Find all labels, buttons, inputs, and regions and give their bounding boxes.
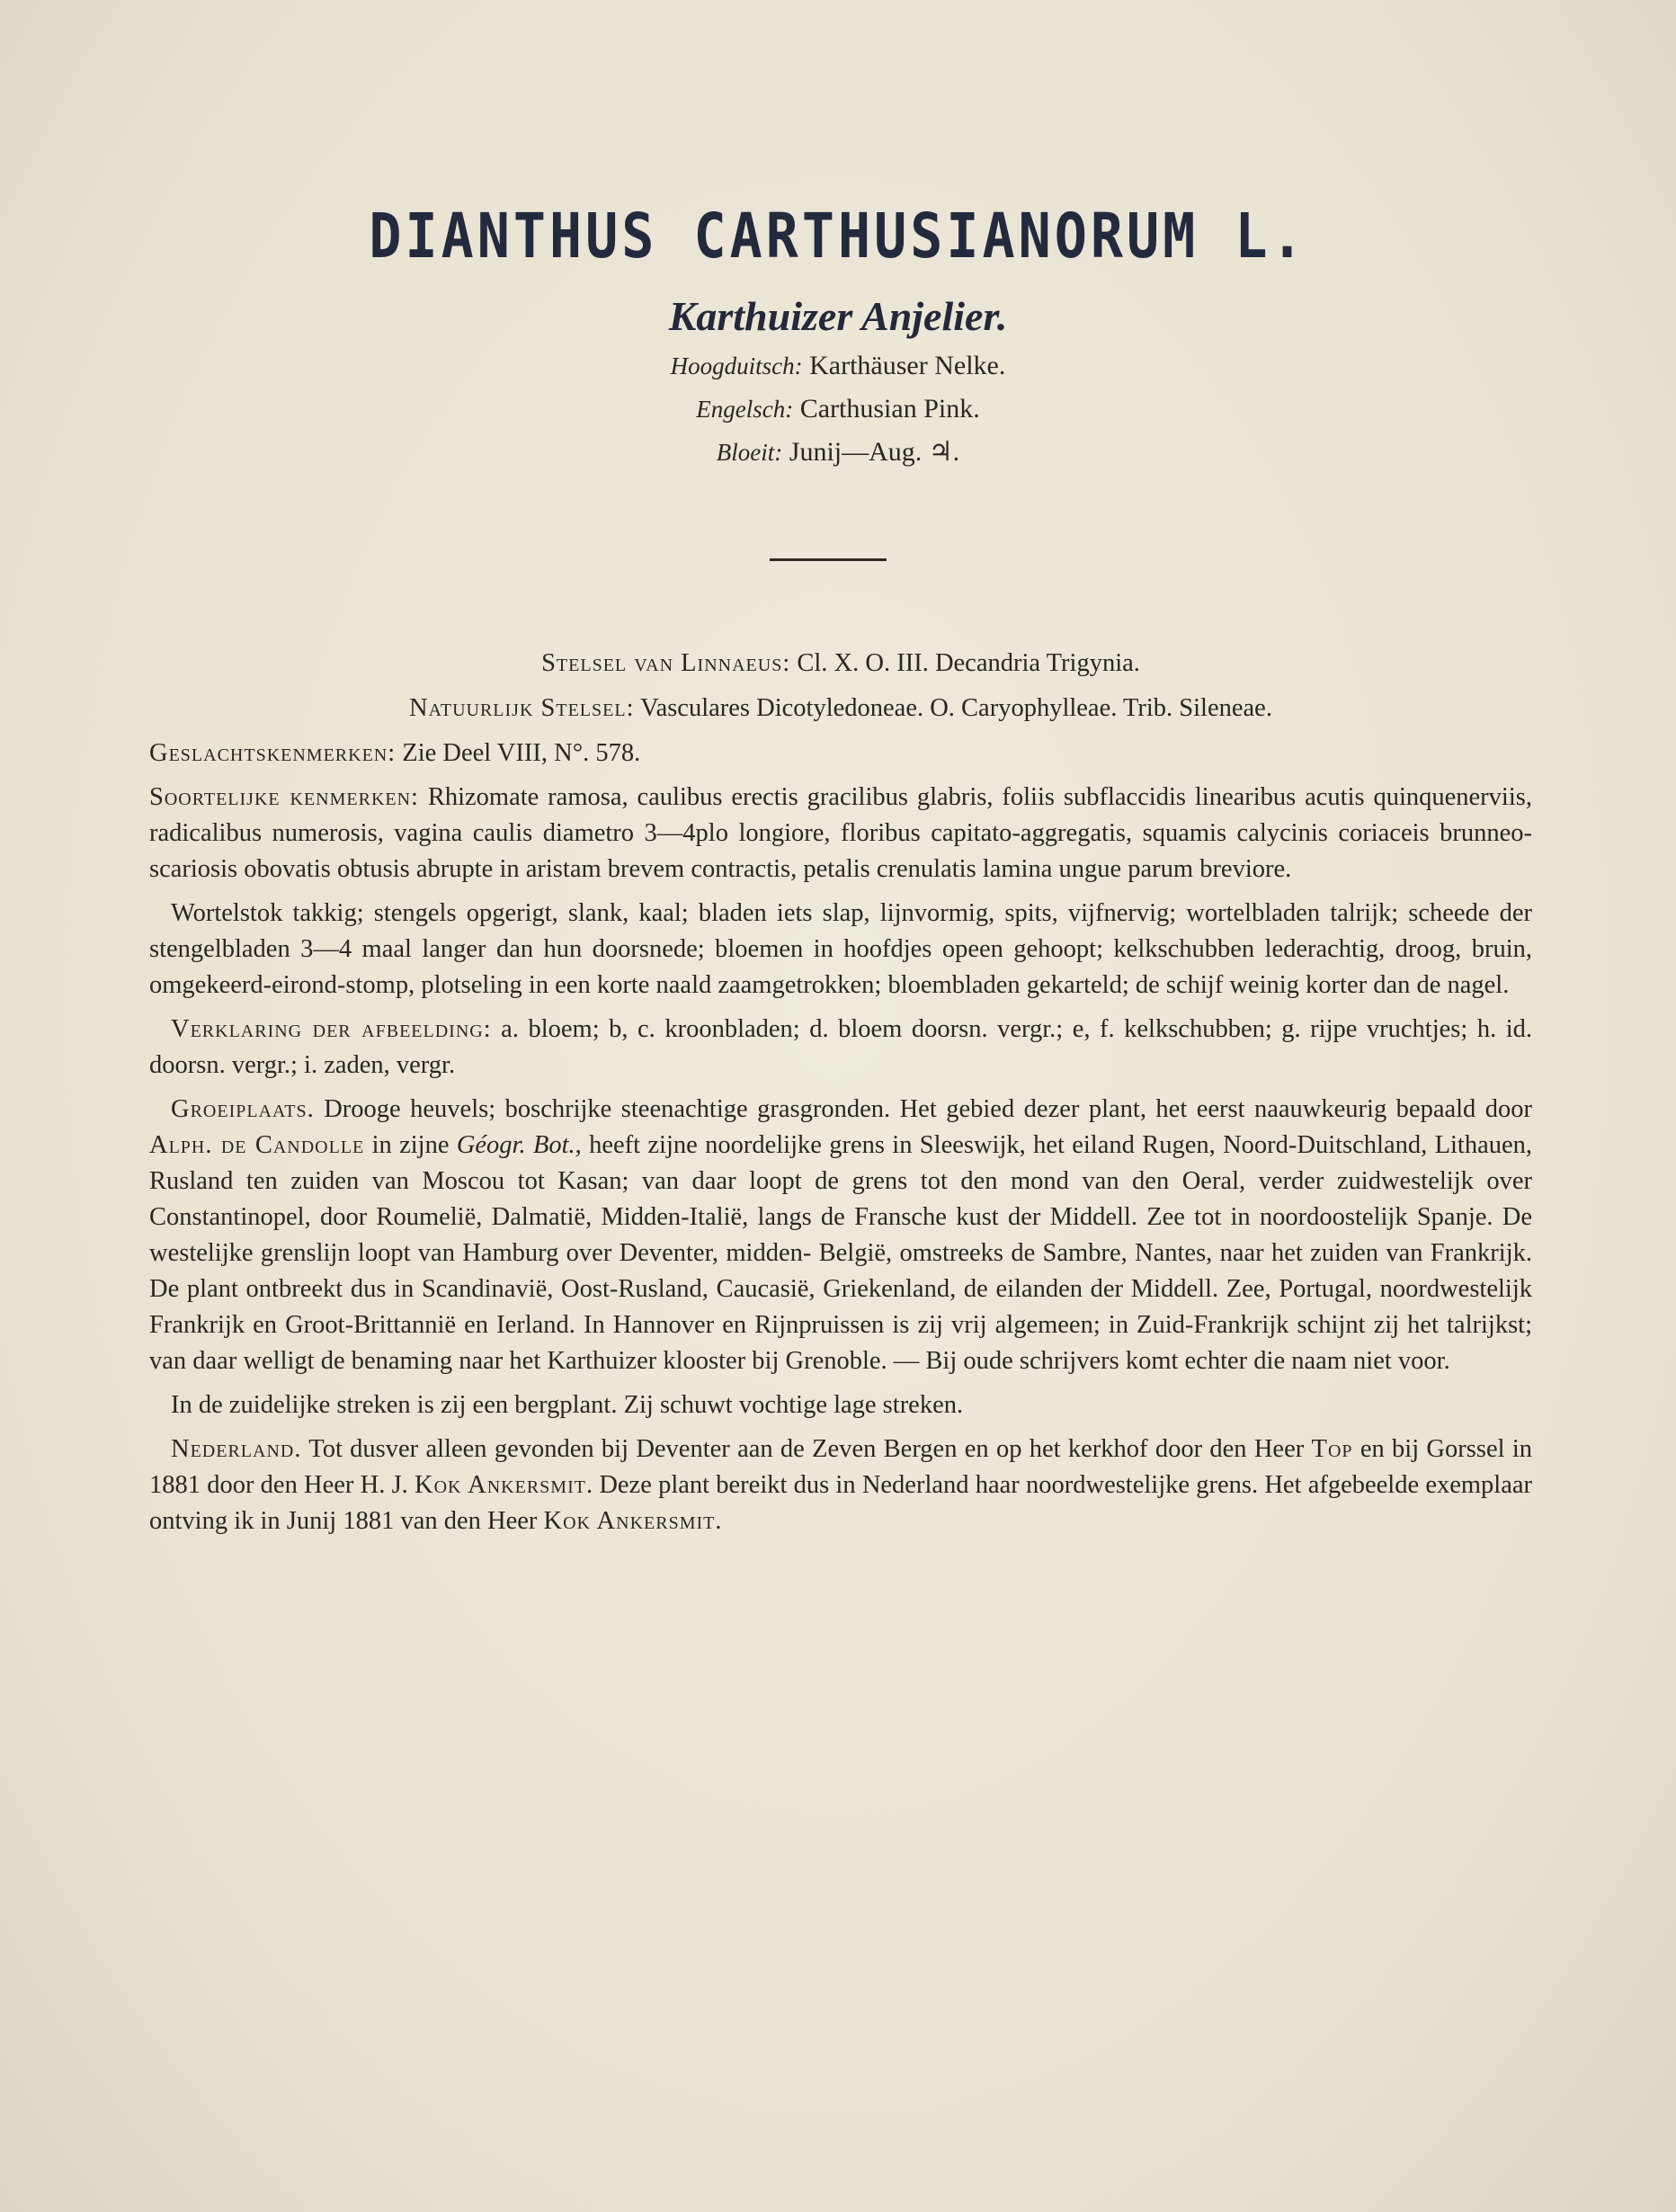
natural-system-line: Natuurlijk Stelsel: Vasculares Dicotyledoneae. O. Caryophylleae. Trib. Sileneae. <box>409 694 1272 722</box>
article-body <box>149 646 1532 1548</box>
page-title: DIANTHUS CARTHUSIANORUM L. <box>369 200 1307 273</box>
name-english: Engelsch: Carthusian Pink. <box>696 394 980 424</box>
netherlands-paragraph: Nederland. Tot dusver alleen gevonden bij Deventer aan de Zeven Bergen en op het kerkhof door den Heer Top en bij Gorssel in 1881 door den Heer H. J. Kok Ankersmit. Deze plant bereikt dus in Nederland haar noordwestelijke grens. Het afgebeelde exemplaar ontving ik in Junij 1881 van den Heer Kok Ankersmit. <box>149 1435 1533 1535</box>
linnaeus-line: Stelsel van Linnaeus: Cl. X. O. III. Decandria Trigynia. <box>541 649 1140 677</box>
page-subtitle: Karthuizer Anjelier. <box>668 293 1008 339</box>
species-latin: Soortelijke kenmerken: Rhizomate ramosa, caulibus erectis gracilibus glabris, foliis subflaccidis linearibus acutis quinquenerviis, radicalibus numerosis, vagina caulis diametro 3—4plo longiore, floribus capitato-aggregatis, squamis calycinis coriaceis brunneo-scariosis obovatis obtusis abrupte in aristam brevem contractis, petalis crenulatis lamina ungue parum breviore. <box>149 783 1532 883</box>
genus-line: Geslachtskenmerken: Zie Deel VIII, N°. 578. <box>149 739 641 767</box>
habitat-paragraph: Groeiplaats. Drooge heuvels; boschrijke steenachtige grasgronden. Het gebied dezer plant, het eerst naauwkeurig bepaald door Alph. de Candolle in zijne Géogr. Bot., heeft zijne noordelijke grens in Sleeswijk, het eiland Rugen, Noord-Duitschland, Lithauen, Rusland ten zuiden van Moscou tot Kasan; van daar loopt de grens tot den mond van den Oeral, verder zuidwestelijk over Constantinopel, door Roumelië, Dalmatië, Midden-Italië, langs de Fransche kust der Middell. Zee tot in noordoostelijk Spanje. De westelijke grenslijn loopt van Hamburg over Deventer, midden- België, omstreeks de Sambre, Nantes, naar het zuiden van Frankrijk. De plant ontbreekt dus in Scandinavië, Oost-Rusland, Caucasië, Griekenland, de eilanden der Middell. Zee, Portugal, noordwestelijk Frankrijk en Groot-Brittannië en Ierland. In Hannover en Rijnpruissen is zij vrij algemeen; in Zuid-Frankrijk schijnt zij het talrijkst; van daar welligt de benaming naar het Karthuizer klooster bij Grenoble. — Bij oude schrijvers komt echter die naam niet voor. <box>149 1095 1533 1375</box>
name-flowering: Bloeit: Junij—Aug. ♃. <box>716 437 960 467</box>
habitat-mountain: In de zuidelijke streken is zij een bergplant. Zij schuwt vochtige lage streken. <box>171 1391 964 1419</box>
species-dutch: Wortelstok takkig; stengels opgerigt, slank, kaal; bladen iets slap, lijnvormig, spits, vijfnervig; wortelbladen talrijk; scheede der stengelbladen 3—4 maal langer dan hun doorsnede; bloemen in hoofdjes opeen gehoopt; kelkschubben lederachtig, droog, bruin, omgekeerd-eirond-stomp, plotseling in een korte naald zaamgetrokken; bloembladen gekarteld; de schijf weinig korter dan de nagel. <box>149 899 1532 999</box>
figure-explanation: Verklaring der afbeelding: a. bloem; b, c. kroonbladen; d. bloem doorsn. vergr.; e, f. kelkschubben; g. rijpe vruchtjes; h. id. doorsn. vergr.; i. zaden, vergr. <box>149 1015 1533 1079</box>
common-names <box>0 344 1676 474</box>
name-german: Hoogduitsch: Karthäuser Nelke. <box>670 351 1006 380</box>
divider-rule <box>770 558 887 561</box>
